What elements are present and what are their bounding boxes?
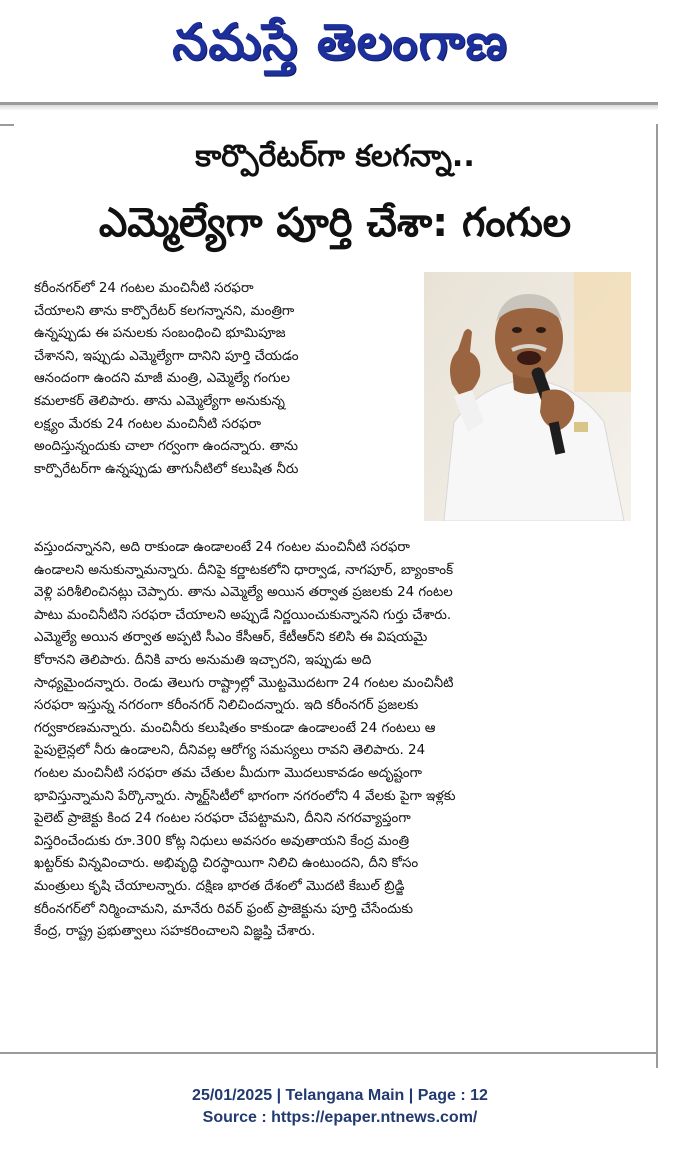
body-line: ఉన్నప్పుడు ఈ పనులకు సంబంధించి భూమిపూజ [34, 326, 286, 342]
article-headline: ఎమ్మెల్యేగా పూర్తి చేశా: గంగుల [98, 200, 572, 246]
body-line: చేయాలని తాను కార్పొరేటర్ కలగన్నానని, మంత్రిగా [34, 303, 295, 319]
body-line: ఉండాలని అనుకున్నామన్నారు. దీనిపై కర్ణాటకలోని ధార్వాడ, నాగపూర్, బ్యాంకాంక్ [34, 562, 454, 578]
body-line: కార్పొరేటర్‌గా ఉన్నప్పుడు తాగునీటిలో కలుషిత నీరు [34, 461, 299, 477]
body-line: చేశానని, ఇప్పుడు ఎమ్మెల్యేగా దానిని పూర్తి చేయడం [34, 348, 299, 364]
body-line: ఖట్టర్‌కు విన్నవించారు. అభివృద్ధి చిరస్థాయిగా నిలిచి ఉంటుందని, దీని కోసం [34, 856, 419, 872]
article-frame-left [0, 124, 14, 1056]
body-line: గంటల మంచినీటి సరఫరా తమ చేతుల మీదుగా మొదలుకావడం అదృష్టంగా [34, 765, 422, 781]
body-line: సరఫరా ఇస్తున్న నగరంగా కరీంనగర్ నిలిచిందన్నారు. ఇది కరీంనగర్ ప్రజలకు [34, 698, 419, 714]
body-line: వెళ్లి పరిశీలించినట్లు చెప్పారు. తాను ఎమ్మెల్యే అయిన తర్వాత ప్రజలకు 24 గంటల [34, 585, 453, 601]
body-line: భావిస్తున్నామని పేర్కొన్నారు. స్మార్ట్‌సిటీలో భాగంగా నగరంలోని 4 వేలకు పైగా ఇళ్లకు [34, 788, 456, 804]
masthead-rule-shadow [0, 105, 658, 111]
body-line: గర్వకారణమన్నారు. మంచినీరు కలుషితం కాకుండా ఉండాలంటే 24 గంటలు ఆ [34, 720, 436, 736]
masthead [0, 0, 680, 100]
body-line: పైలెట్ ప్రాజెక్టు కింద 24 గంటల సరఫరా చేపట్టామని, దీనిని నగరవ్యాప్తంగా [34, 811, 411, 827]
body-line: సాధ్యమైందన్నారు. రెండు తెలుగు రాష్ట్రాల్లో మొట్టమొదటగా 24 గంటల మంచినీటి [34, 675, 454, 691]
article-body-top [34, 278, 416, 481]
speaker-photo-image [424, 272, 631, 521]
body-line: ఎమ్మెల్యే అయిన తర్వాత అప్పటి సీఎం కేసీఆర్, కేటీఆర్‌ని కలిసి ఈ విషయమై [34, 630, 428, 646]
body-line: ఆనందంగా ఉందని మాజీ మంత్రి, ఎమ్మెల్యే గంగుల [34, 371, 290, 387]
body-line: కేంద్ర, రాష్ట్ర ప్రభుత్వాలు సహకరించాలని విజ్ఞప్తి చేశారు. [34, 924, 316, 940]
footer-edition-info: 25/01/2025 | Telangana Main | Page : 12 [192, 1087, 488, 1104]
article-body-full [34, 537, 638, 944]
body-line: కరీంనగర్‌లో నిర్మించామని, మానేరు రివర్ ఫ్రంట్ ప్రాజెక్టును పూర్తి చేసేందుకు [34, 901, 414, 917]
body-line: లక్ష్యం మేరకు 24 గంటల మంచినీటి సరఫరా [34, 416, 262, 432]
article-frame-bottom [0, 1052, 658, 1054]
footer-source: Source : https://epaper.ntnews.com/ [202, 1109, 478, 1126]
body-line: కోరానని తెలిపారు. దీనికి వారు అనుమతి ఇచ్చారని, ఇప్పుడు అది [34, 652, 372, 668]
masthead-logo: నమస్తే తెలంగాణ [172, 12, 508, 71]
article-kicker: కార్పొరేటర్‌గా కలగన్నా.. [195, 139, 475, 174]
body-line: విస్తరించేందుకు రూ.300 కోట్ల నిధులు అవసరం అవుతాయని కేంద్ర మంత్రి [34, 833, 410, 849]
speaker-photo [424, 272, 631, 521]
body-line: కమలాకర్ తెలిపారు. తాను ఎమ్మెల్యేగా అనుకున్న [34, 393, 285, 409]
body-line: వస్తుందన్నానని, అది రాకుండా ఉండాలంటే 24 గంటల మంచినీటి సరఫరా [34, 540, 410, 555]
body-line: పాటు మంచినీటిని సరఫరా చేయాలని అప్పుడే నిర్ణయించుకున్నానని గుర్తు చేశారు. [34, 607, 452, 623]
body-line: అందిస్తున్నందుకు చాలా గర్వంగా ఉందన్నారు. తాను [34, 439, 299, 455]
body-line: కరీంనగర్‌లో 24 గంటల మంచినీటి సరఫరా [34, 281, 254, 296]
body-line: మంత్రులు కృషి చేయాలన్నారు. దక్షిణ భారత దేశంలో మొదటి కేబుల్ బ్రిడ్జి [34, 878, 405, 894]
article-frame-right [656, 124, 658, 1068]
body-line: పైపులైన్లలో నీరు ఉండాలని, దీనివల్ల ఆరోగ్య సమస్యలు రావని తెలిపారు. 24 [34, 743, 426, 759]
